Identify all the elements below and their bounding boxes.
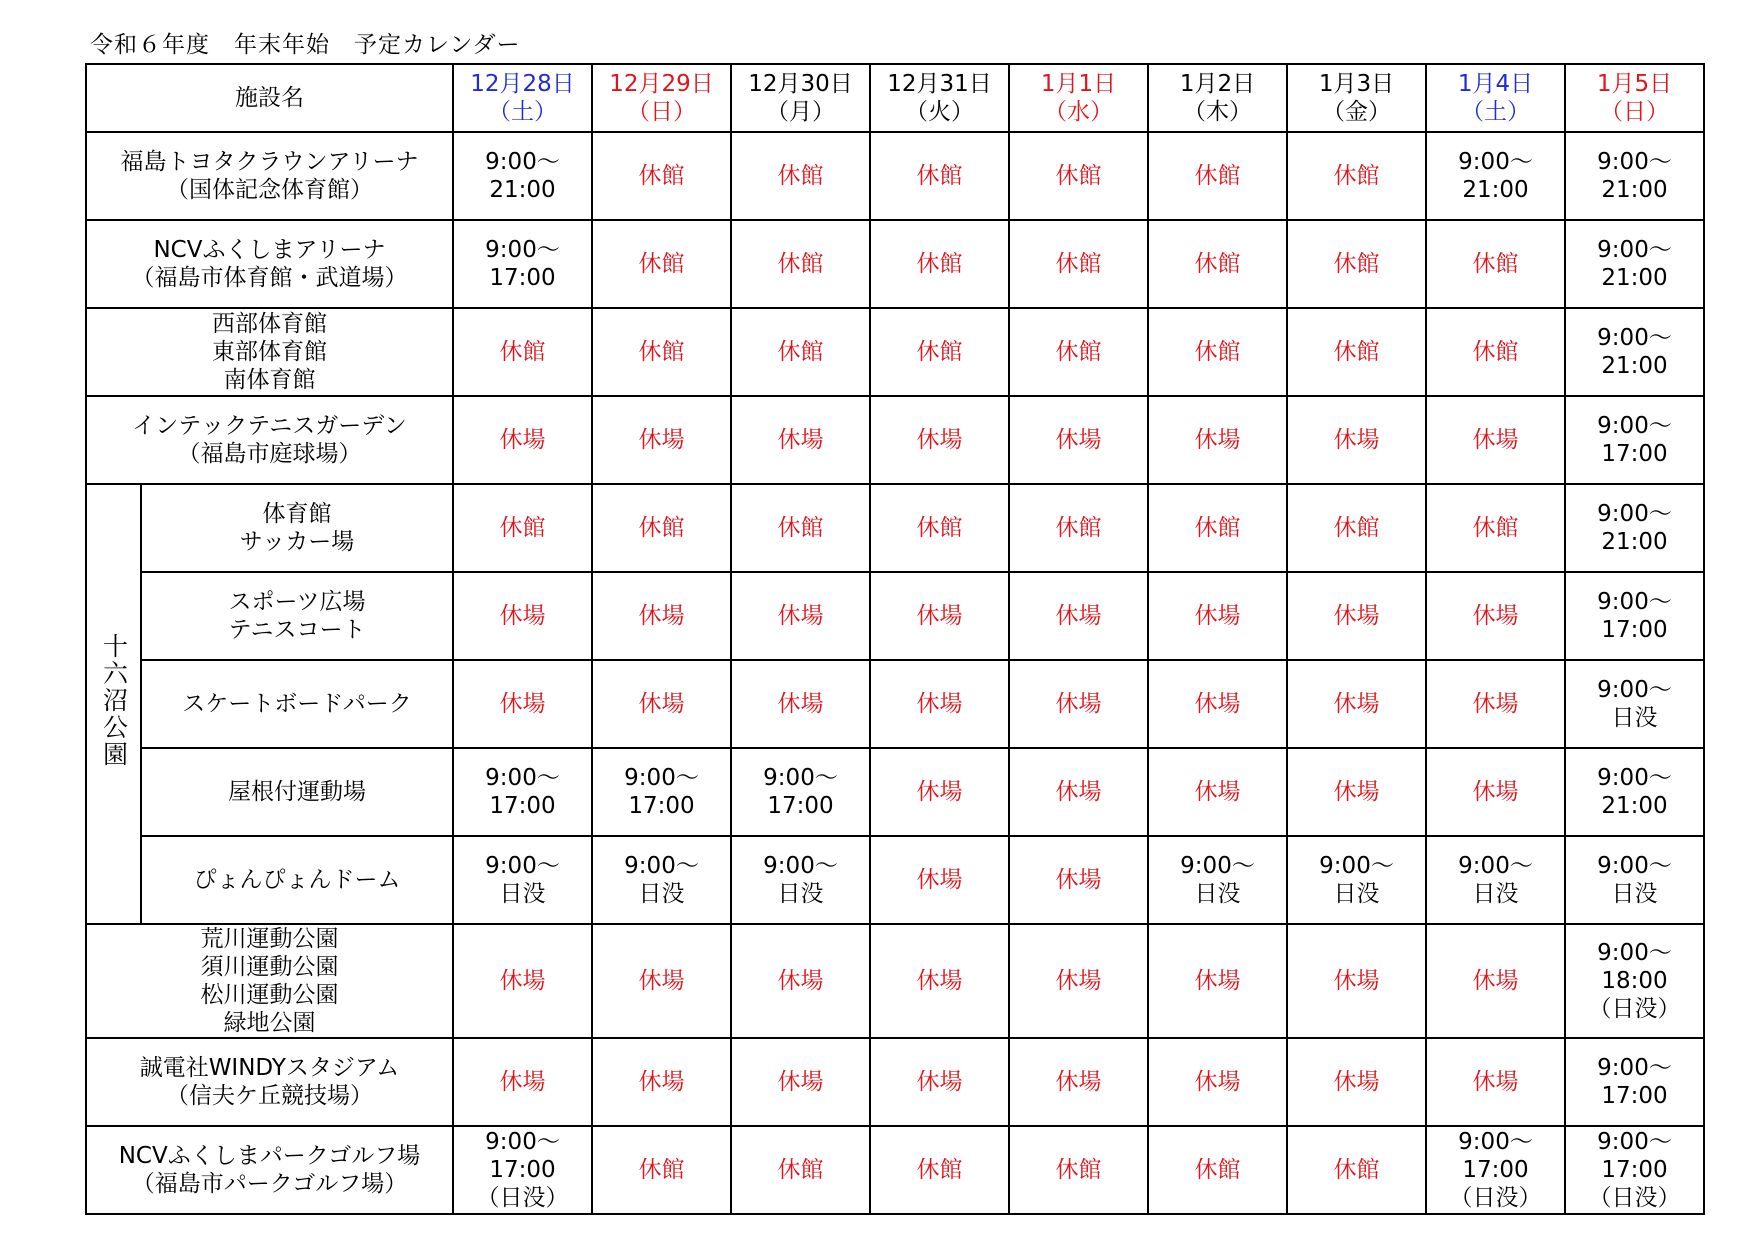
schedule-cell: 休場 [870, 572, 1009, 660]
facility-row [86, 748, 1704, 836]
schedule-cell: 休場 [870, 748, 1009, 836]
schedule-cell: 休場 [1287, 924, 1426, 1038]
schedule-cell: 休場 [1426, 924, 1565, 1038]
day-of-week: （水） [1044, 99, 1113, 125]
schedule-cell: 休館 [1426, 220, 1565, 308]
schedule-cell: 休館 [592, 220, 731, 308]
schedule-cell: 休場 [1009, 396, 1148, 484]
day-date: 12月31日 [887, 71, 992, 97]
facility-row [86, 220, 1704, 308]
schedule-cell: 休館 [1009, 308, 1148, 396]
facility-row [86, 132, 1704, 220]
schedule-cell: 休館 [1148, 220, 1287, 308]
schedule-cell: 休場 [1148, 396, 1287, 484]
day-header [1426, 64, 1565, 132]
facility-row [86, 836, 1704, 924]
facility-row [86, 572, 1704, 660]
schedule-cell: 休場 [1148, 748, 1287, 836]
day-header [1148, 64, 1287, 132]
facility-name: NCVふくしまパークゴルフ場 （福島市パークゴルフ場） [86, 1126, 453, 1214]
facility-name: スケートボードパーク [141, 660, 453, 748]
day-date: 12月30日 [748, 71, 853, 97]
schedule-cell: 休場 [592, 924, 731, 1038]
schedule-cell: 休場 [1148, 660, 1287, 748]
schedule-cell: 休場 [731, 572, 870, 660]
schedule-cell: 9:00～ 21:00 [1565, 220, 1704, 308]
schedule-cell: 休館 [1148, 484, 1287, 572]
schedule-cell: 休場 [592, 572, 731, 660]
schedule-cell: 休館 [592, 484, 731, 572]
schedule-body [86, 64, 1704, 1214]
schedule-cell: 9:00～ 17:00 [1565, 572, 1704, 660]
schedule-cell: 休場 [1426, 748, 1565, 836]
schedule-cell: 休館 [870, 484, 1009, 572]
day-of-week: （金） [1322, 99, 1391, 125]
schedule-cell: 休館 [1426, 308, 1565, 396]
facility-name: 荒川運動公園 須川運動公園 松川運動公園 緑地公園 [86, 924, 453, 1038]
schedule-cell: 休場 [1287, 396, 1426, 484]
schedule-cell: 休場 [1009, 660, 1148, 748]
schedule-cell: 休館 [592, 308, 731, 396]
schedule-cell: 9:00～ 17:00 （日没） [1565, 1126, 1704, 1214]
schedule-cell: 9:00～ 17:00 （日没） [453, 1126, 592, 1214]
schedule-cell: 休場 [1009, 1038, 1148, 1126]
schedule-cell: 休館 [731, 484, 870, 572]
schedule-cell: 休場 [731, 924, 870, 1038]
schedule-cell: 休場 [592, 1038, 731, 1126]
facility-row [86, 924, 1704, 1038]
schedule-cell: 9:00～ 17:00 [731, 748, 870, 836]
schedule-cell: 休館 [1426, 484, 1565, 572]
schedule-cell: 9:00～ 日没 [592, 836, 731, 924]
schedule-cell: 休場 [870, 924, 1009, 1038]
schedule-cell: 休場 [1426, 396, 1565, 484]
schedule-cell: 休館 [1009, 1126, 1148, 1214]
schedule-cell: 休館 [1009, 132, 1148, 220]
schedule-cell: 9:00～ 17:00 [1565, 1038, 1704, 1126]
schedule-cell: 9:00～ 17:00 [453, 748, 592, 836]
facility-name: NCVふくしまアリーナ （福島市体育館・武道場） [86, 220, 453, 308]
facility-row [86, 1038, 1704, 1126]
schedule-cell: 休場 [1009, 924, 1148, 1038]
schedule-cell: 休館 [1287, 308, 1426, 396]
day-of-week: （月） [766, 99, 835, 125]
schedule-cell: 9:00～ 日没 [1426, 836, 1565, 924]
day-date: 1月3日 [1318, 71, 1395, 97]
schedule-cell: 休館 [1148, 1126, 1287, 1214]
schedule-cell: 9:00～ 21:00 [1565, 132, 1704, 220]
schedule-cell: 9:00～ 日没 [1565, 836, 1704, 924]
park-group-text: 十六沼公園 [99, 633, 129, 768]
schedule-cell: 9:00～ 21:00 [1565, 484, 1704, 572]
schedule-cell: 休館 [731, 308, 870, 396]
day-of-week: （火） [905, 99, 974, 125]
schedule-cell: 9:00～ 21:00 [453, 132, 592, 220]
facility-name: ぴょんぴょんドーム [141, 836, 453, 924]
schedule-cell: 休館 [1009, 484, 1148, 572]
schedule-cell: 9:00～ 21:00 [1426, 132, 1565, 220]
schedule-cell: 休場 [1009, 836, 1148, 924]
day-header [1565, 64, 1704, 132]
schedule-cell: 休館 [1148, 132, 1287, 220]
schedule-cell: 9:00～ 17:00 （日没） [1426, 1126, 1565, 1214]
day-of-week: （木） [1183, 99, 1252, 125]
schedule-cell: 9:00～ 日没 [1565, 660, 1704, 748]
schedule-cell: 休館 [1009, 220, 1148, 308]
day-header [731, 64, 870, 132]
schedule-table [85, 63, 1705, 1215]
day-date: 12月29日 [609, 71, 714, 97]
schedule-cell: 休場 [1009, 748, 1148, 836]
day-of-week: （日） [1600, 99, 1669, 125]
header-row [86, 64, 1704, 132]
day-header [870, 64, 1009, 132]
day-header [453, 64, 592, 132]
schedule-cell: 休場 [453, 396, 592, 484]
schedule-cell: 休場 [453, 660, 592, 748]
schedule-cell: 9:00～ 18:00 （日没） [1565, 924, 1704, 1038]
schedule-cell: 休館 [731, 1126, 870, 1214]
schedule-cell: 休場 [592, 396, 731, 484]
schedule-cell: 休館 [1287, 484, 1426, 572]
schedule-cell: 9:00～ 日没 [1287, 836, 1426, 924]
schedule-cell: 9:00～ 日没 [1148, 836, 1287, 924]
schedule-cell: 9:00～ 17:00 [453, 220, 592, 308]
facility-name: 体育館 サッカー場 [141, 484, 453, 572]
schedule-cell: 休場 [870, 396, 1009, 484]
facility-name: 誠電社WINDYスタジアム （信夫ケ丘競技場） [86, 1038, 453, 1126]
facility-name: インテックテニスガーデン （福島市庭球場） [86, 396, 453, 484]
schedule-cell: 休場 [592, 660, 731, 748]
schedule-cell: 9:00～ 17:00 [592, 748, 731, 836]
schedule-cell: 9:00～ 日没 [731, 836, 870, 924]
schedule-cell: 休場 [1148, 1038, 1287, 1126]
schedule-cell: 休場 [453, 924, 592, 1038]
schedule-cell: 休場 [1009, 572, 1148, 660]
schedule-cell: 休場 [453, 572, 592, 660]
facility-name-header: 施設名 [86, 64, 453, 132]
schedule-cell: 休場 [870, 836, 1009, 924]
schedule-cell: 9:00～ 17:00 [1565, 396, 1704, 484]
day-date: 1月5日 [1596, 71, 1673, 97]
day-date: 1月2日 [1179, 71, 1256, 97]
facility-row [86, 484, 1704, 572]
day-header [592, 64, 731, 132]
schedule-cell: 休場 [1287, 572, 1426, 660]
day-header [1287, 64, 1426, 132]
schedule-cell: 休場 [731, 1038, 870, 1126]
schedule-cell: 休館 [453, 308, 592, 396]
schedule-cell: 休場 [870, 1038, 1009, 1126]
schedule-cell: 休館 [870, 1126, 1009, 1214]
schedule-cell: 9:00～ 21:00 [1565, 308, 1704, 396]
schedule-cell: 休館 [1148, 308, 1287, 396]
day-of-week: （土） [488, 99, 557, 125]
facility-name: 西部体育館 東部体育館 南体育館 [86, 308, 453, 396]
schedule-cell: 休場 [731, 396, 870, 484]
day-date: 1月4日 [1457, 71, 1534, 97]
schedule-cell: 休館 [731, 220, 870, 308]
schedule-cell: 休館 [870, 308, 1009, 396]
facility-row [86, 308, 1704, 396]
schedule-cell: 休館 [870, 132, 1009, 220]
facility-name: 屋根付運動場 [141, 748, 453, 836]
schedule-cell: 9:00～ 日没 [453, 836, 592, 924]
schedule-cell: 休館 [1287, 1126, 1426, 1214]
park-group-label [86, 484, 141, 924]
facility-name: 福島トヨタクラウンアリーナ （国体記念体育館） [86, 132, 453, 220]
day-of-week: （日） [627, 99, 696, 125]
schedule-cell: 休場 [1287, 1038, 1426, 1126]
day-of-week: （土） [1461, 99, 1530, 125]
schedule-cell: 9:00～ 21:00 [1565, 748, 1704, 836]
day-header [1009, 64, 1148, 132]
schedule-cell: 休場 [1287, 660, 1426, 748]
schedule-cell: 休場 [453, 1038, 592, 1126]
schedule-cell: 休館 [453, 484, 592, 572]
schedule-cell: 休場 [731, 660, 870, 748]
facility-row [86, 660, 1704, 748]
facility-row [86, 396, 1704, 484]
day-date: 1月1日 [1040, 71, 1117, 97]
schedule-cell: 休場 [1426, 572, 1565, 660]
day-date: 12月28日 [470, 71, 575, 97]
schedule-cell: 休場 [1148, 572, 1287, 660]
schedule-cell: 休場 [870, 660, 1009, 748]
schedule-cell: 休場 [1148, 924, 1287, 1038]
schedule-cell: 休館 [1287, 220, 1426, 308]
schedule-cell: 休場 [1287, 748, 1426, 836]
facility-row [86, 1126, 1704, 1214]
facility-name: スポーツ広場 テニスコート [141, 572, 453, 660]
schedule-cell: 休館 [1287, 132, 1426, 220]
document-title: 令和６年度 年末年始 予定カレンダー [90, 32, 521, 58]
schedule-cell: 休館 [592, 1126, 731, 1214]
schedule-cell: 休場 [1426, 660, 1565, 748]
schedule-cell: 休場 [1426, 1038, 1565, 1126]
schedule-cell: 休館 [592, 132, 731, 220]
schedule-cell: 休館 [731, 132, 870, 220]
schedule-cell: 休館 [870, 220, 1009, 308]
